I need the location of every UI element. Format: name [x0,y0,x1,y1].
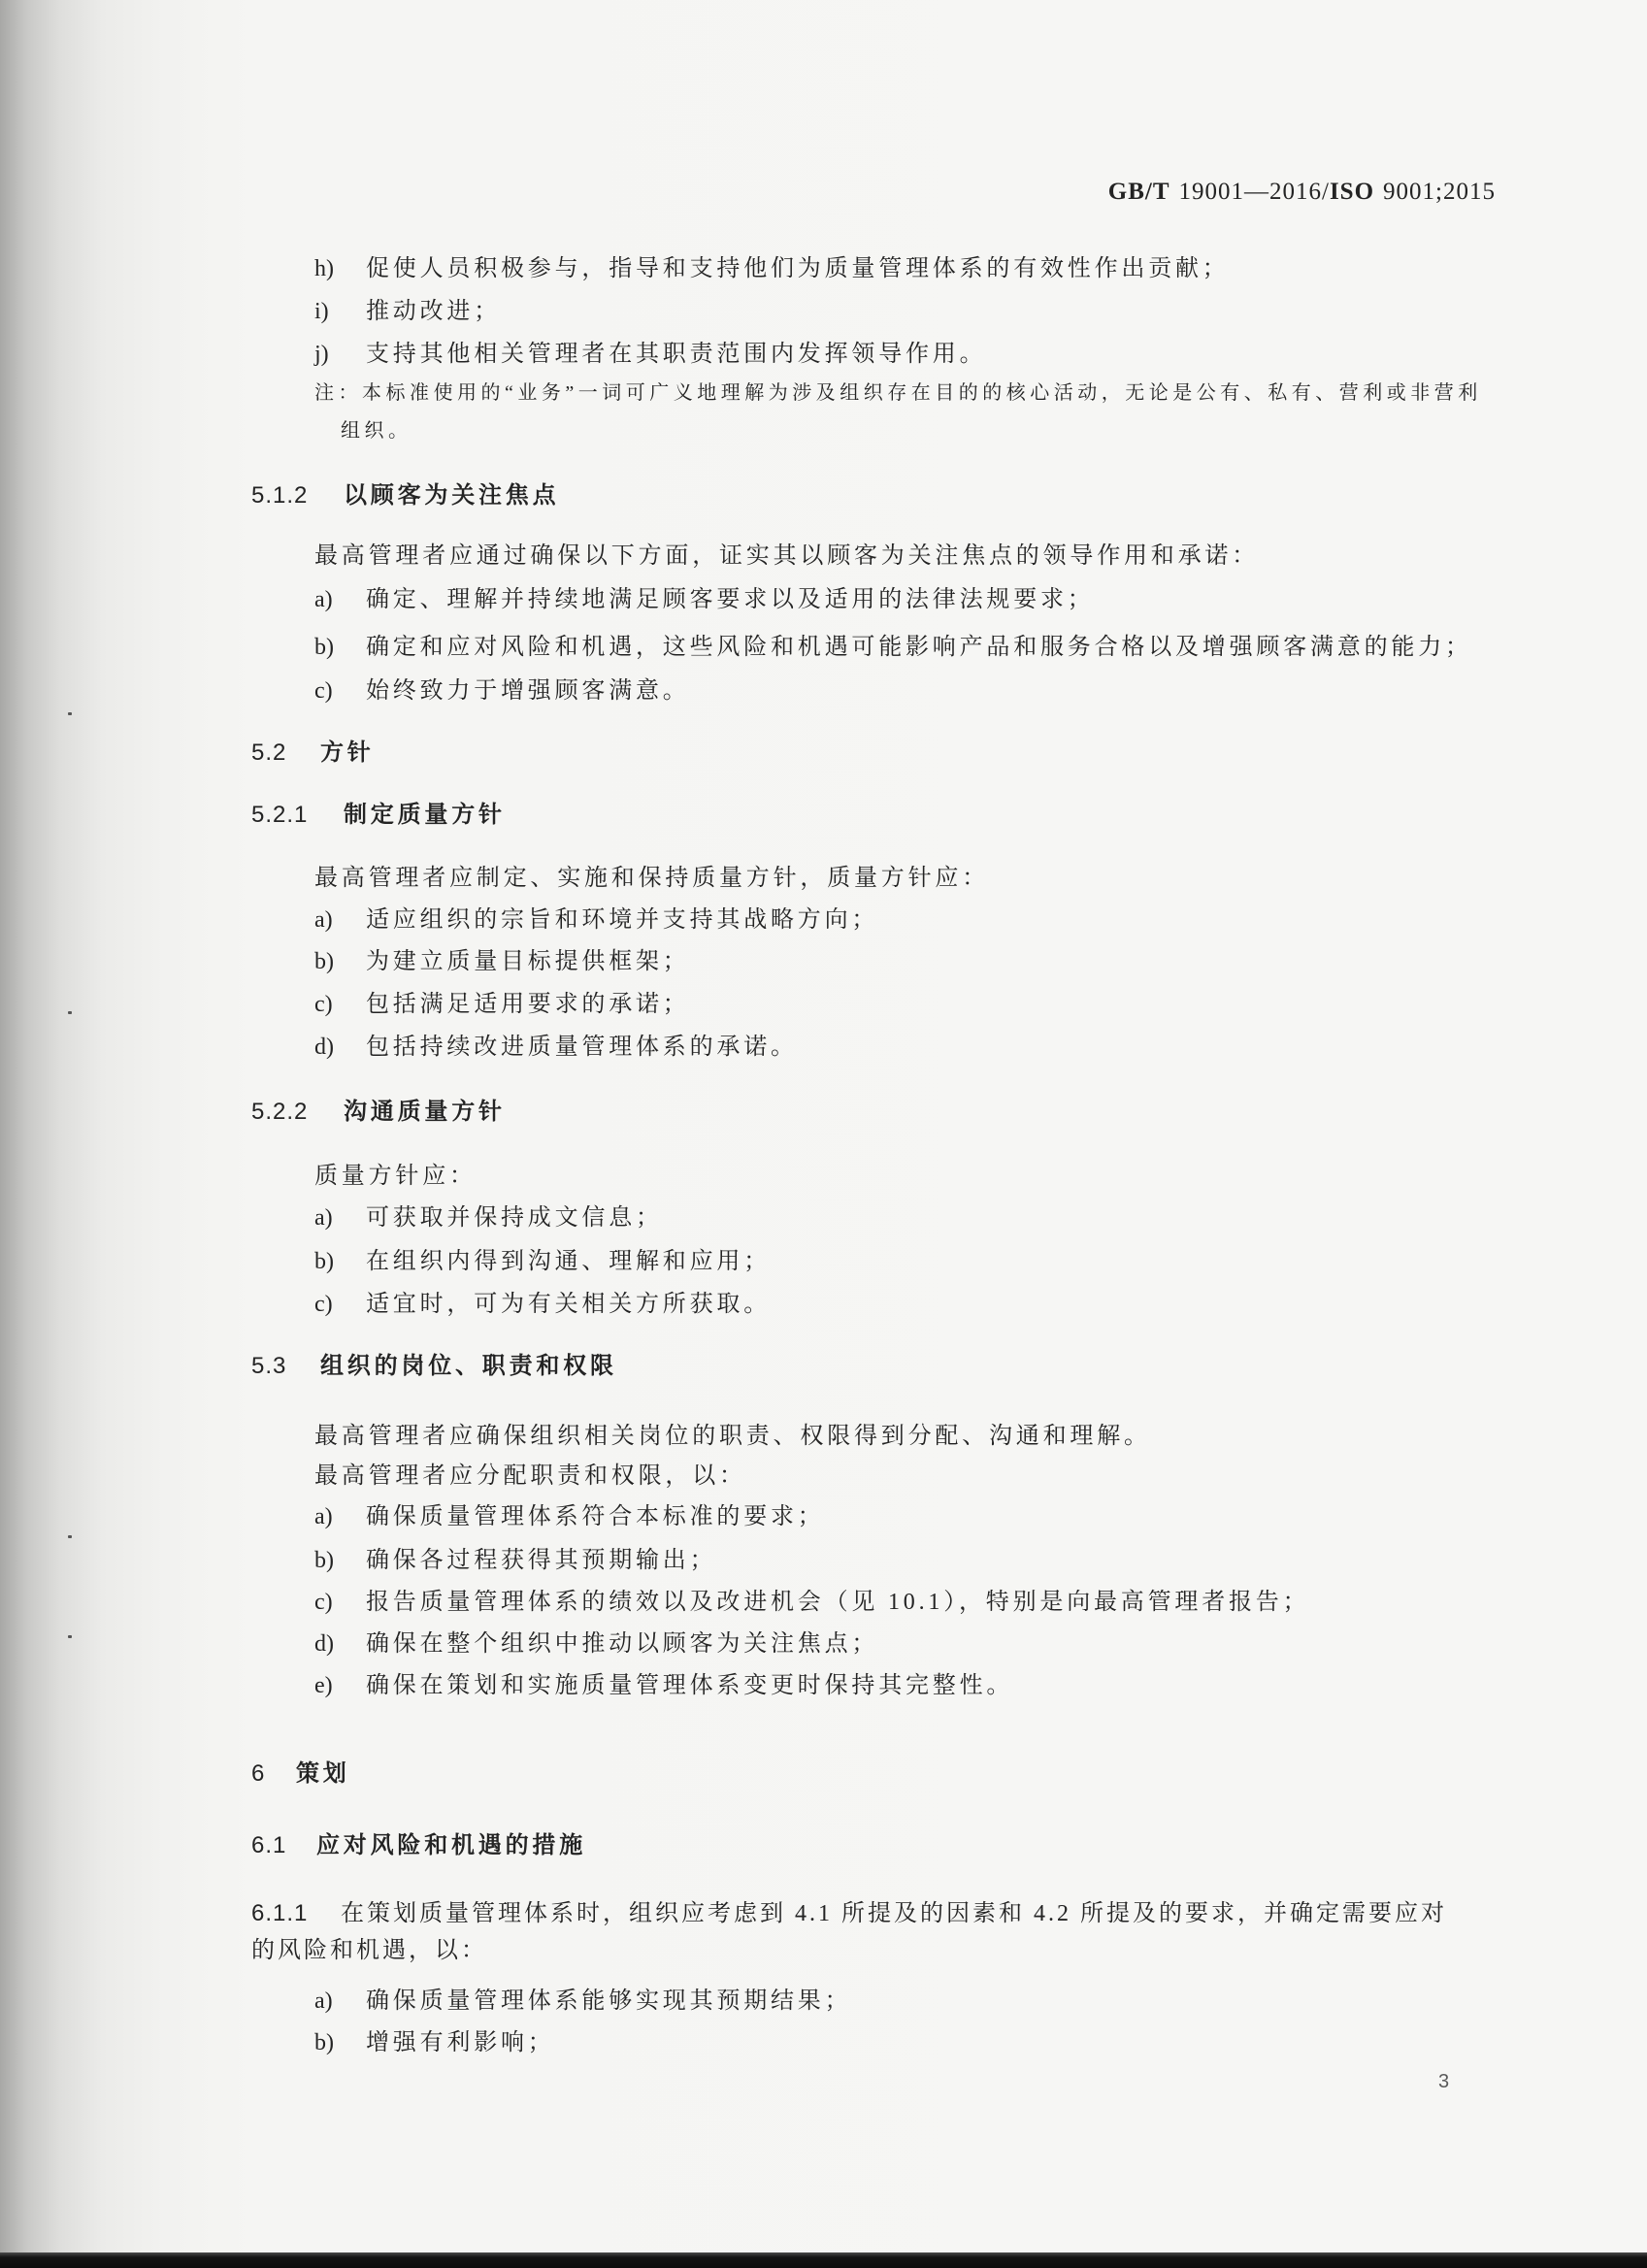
clause-heading [251,1097,506,1128]
item-label: j) [314,342,329,367]
clause-text-continuation: 的风险和机遇，以： [251,1938,487,1963]
clause-title: 方针 [320,740,375,766]
header-gbt-prefix: GB/T [1107,179,1170,205]
item-text: 确定、理解并持续地满足顾客要求以及适用的法律法规要求； [366,587,1095,612]
list-item [314,632,1472,663]
clause-intro: 质量方针应： [314,1164,477,1189]
clause-heading [251,738,375,769]
item-label: c) [314,678,333,704]
running-header [1108,177,1496,208]
item-text: 增强有利影响； [366,2030,555,2055]
list-item [314,339,986,370]
list-item [314,253,1230,284]
item-label: a) [314,907,333,933]
list-item [314,1670,1013,1701]
item-text: 确定和应对风险和机遇，这些风险和机遇可能影响产品和服务合格以及增强顾客满意的能力； [366,635,1472,660]
item-text: 支持其他相关管理者在其职责范围内发挥领导作用。 [366,342,987,367]
list-item [314,946,690,977]
item-label: b) [314,949,334,974]
list-item [314,2027,555,2058]
clause-number: 5.1.2 [251,482,309,509]
clause-text: 在策划质量管理体系时，组织应考虑到 4.1 所提及的因素和 4.2 所提及的要求，并确定需要应对 [341,1901,1447,1926]
item-label: e) [314,1673,333,1698]
list-item [314,584,1095,615]
item-label: a) [314,1504,333,1529]
list-item [314,989,690,1020]
item-text: 确保质量管理体系符合本标准的要求； [366,1504,825,1529]
clause-number: 5.2.1 [251,802,309,828]
item-text: 适宜时，可为有关相关方所获取。 [366,1292,771,1317]
list-item [314,904,878,936]
item-text: 适应组织的宗旨和环境并支持其战略方向； [366,907,879,933]
item-label: d) [314,1035,334,1060]
clause-title: 制定质量方针 [344,802,506,828]
item-label: a) [314,1205,333,1231]
header-iso-number: 9001;2015 [1383,179,1496,205]
item-text: 报告质量管理体系的绩效以及改进机会（见 10.1），特别是向最高管理者报告； [366,1590,1310,1615]
list-item [314,675,690,707]
item-text: 促使人员积极参与，指导和支持他们为质量管理体系的有效性作出贡献； [366,256,1230,281]
clause-paragraph [251,1898,1447,1929]
clause-heading [251,480,559,511]
clause-intro: 最高管理者应制定、实施和保持质量方针，质量方针应： [314,866,989,891]
clause-title: 沟通质量方针 [344,1099,506,1125]
item-label: a) [314,587,333,612]
item-text: 确保质量管理体系能够实现其预期结果； [366,1989,852,2014]
clause-intro: 最高管理者应通过确保以下方面，证实其以顾客为关注焦点的领导作用和承诺： [314,543,1259,569]
section-heading [251,1759,350,1790]
item-label: b) [314,635,334,660]
item-label: c) [314,1292,333,1317]
list-item [314,1246,771,1277]
item-label: c) [314,1590,333,1615]
item-label: b) [314,2030,334,2055]
item-text: 为建立质量目标提供框架； [366,949,690,974]
list-item [314,296,501,327]
item-text: 确保在整个组织中推动以顾客为关注焦点； [366,1631,879,1657]
clause-heading [251,1830,586,1861]
scan-speck [68,1011,72,1014]
item-label: b) [314,1548,334,1573]
note-text: 本标准使用的“业务”一词可广义地理解为涉及组织存在目的的核心活动，无论是公有、私有、营利或非营利 [362,382,1482,404]
page-number: 3 [1438,2071,1450,2092]
clause-number: 5.2.2 [251,1099,309,1125]
item-label: b) [314,1249,334,1274]
clause-title: 以顾客为关注焦点 [344,482,560,509]
item-text: 包括持续改进质量管理体系的承诺。 [366,1035,798,1060]
clause-heading [251,1351,617,1382]
note [314,379,1482,407]
item-text: 推动改进； [366,299,501,324]
item-text: 确保各过程获得其预期输出； [366,1548,717,1573]
scan-speck [68,1535,72,1538]
item-label: h) [314,256,334,281]
clause-paragraph: 最高管理者应确保组织相关岗位的职责、权限得到分配、沟通和理解。 [314,1424,1151,1449]
item-text: 包括满足适用要求的承诺； [366,992,690,1017]
list-item [314,1986,851,2017]
list-item [314,1289,771,1320]
header-iso-prefix: ISO [1329,179,1375,205]
list-item [314,1032,798,1063]
clause-title: 应对风险和机遇的措施 [316,1832,586,1858]
clause-title: 组织的岗位、职责和权限 [320,1353,617,1379]
clause-number: 6.1 [251,1832,287,1858]
item-text: 始终致力于增强顾客满意。 [366,678,690,704]
clause-heading [251,800,506,831]
note-label: 注： [314,382,362,404]
list-item [314,1202,663,1233]
list-item [314,1628,878,1660]
list-item [314,1587,1309,1618]
clause-number: 5.2 [251,740,287,766]
scan-bottom-edge [0,2252,1647,2268]
clause-number: 6.1.1 [251,1900,309,1926]
item-text: 在组织内得到沟通、理解和应用； [366,1249,771,1274]
scan-speck [68,1635,72,1638]
item-label: i) [314,299,329,324]
section-number: 6 [251,1760,266,1787]
item-label: a) [314,1989,333,2014]
scan-speck [68,712,72,715]
list-item [314,1501,825,1532]
section-title: 策划 [296,1760,350,1787]
clause-paragraph: 最高管理者应分配职责和权限，以： [314,1463,746,1489]
item-text: 确保在策划和实施质量管理体系变更时保持其完整性。 [366,1673,1014,1698]
item-label: d) [314,1631,334,1657]
item-label: c) [314,992,333,1017]
item-text: 可获取并保持成文信息； [366,1205,663,1231]
list-item [314,1545,716,1576]
clause-number: 5.3 [251,1353,287,1379]
header-gbt-number: 19001—2016/ [1178,179,1330,205]
note-continuation: 组织。 [341,420,412,442]
